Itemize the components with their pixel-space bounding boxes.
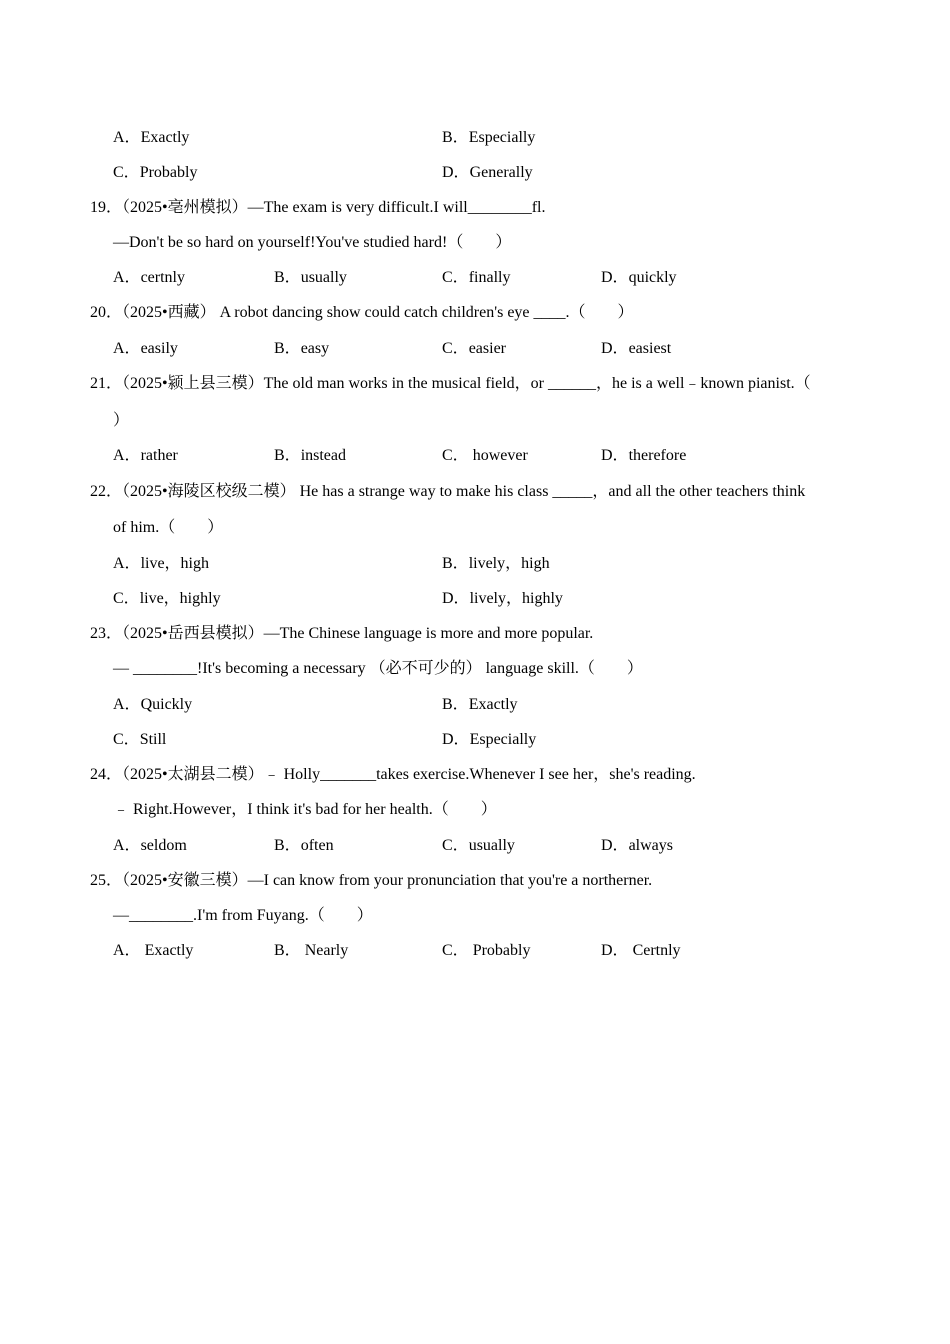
option-text: easier [468,340,506,357]
option-text: Exactly [140,129,190,146]
q22-option-d [442,589,563,609]
option-letter: D． [601,447,629,464]
option-text: instead [300,447,347,464]
option-text: quickly [628,269,677,286]
option-text: Especially [469,731,537,748]
option-letter: A． [113,837,141,854]
option-letter: C． [113,590,140,607]
q20-option-a [113,339,178,359]
option-text: Probably [139,164,198,181]
option-text: Still [139,731,167,748]
option-letter: C． [442,942,469,959]
q18-option-c [113,163,197,183]
option-letter: A． [113,340,141,357]
q25-option-d [601,941,681,961]
option-letter: A． [113,696,141,713]
option-letter: B． [274,447,301,464]
q21-option-a [113,446,178,466]
option-letter: B． [442,696,469,713]
option-letter: D． [442,164,470,181]
q21-option-d [601,446,686,466]
question-number: 20． [90,304,123,321]
q19-option-c [442,268,510,288]
question-text: （2025•颍上县三模）The old man works in the musical field，or ______，he is a well﹣known pianist.（ [122,375,811,392]
option-letter: D． [442,731,470,748]
q23-option-a [113,695,192,715]
option-letter: D． [601,942,629,959]
option-text: usually [300,269,347,286]
question-text: （2025•太湖县二模）﹣ Holly_______takes exercise.Whenever I see her，she's reading. [122,766,696,783]
q19-stem-line2: —Don't be so hard on yourself!You've studied hard!（ ） [113,234,512,251]
option-text: live，highly [139,590,221,607]
q24-stem-line2: ﹣ Right.However，I think it's bad for her health.（ ） [113,801,497,818]
option-text: therefore [628,447,687,464]
question-number: 23． [90,625,123,642]
q19-stem [90,198,546,218]
q24-option-a [113,836,187,856]
q22-option-b [442,554,550,574]
q25-stem-line2: —________.I'm from Fuyang.（ ） [113,907,373,924]
option-text: Exactly [468,696,518,713]
option-text: easily [140,340,178,357]
question-number: 22． [90,483,123,500]
option-text: easiest [628,340,672,357]
q18-option-b [442,128,535,148]
q19-option-b [274,268,347,288]
option-letter: C． [442,837,469,854]
option-letter: D． [442,590,470,607]
q23-option-d [442,730,536,750]
option-text: usually [468,837,515,854]
q25-option-b [274,941,348,961]
q23-option-c [113,730,166,750]
q18-option-d [442,163,533,183]
question-text: （2025•岳西县模拟）—The Chinese language is more and more popular. [122,625,594,642]
question-text: （2025•海陵区校级二模） He has a strange way to make his class _____，and all the other teachers think [122,483,806,500]
question-number: 19． [90,199,123,216]
q24-stem [90,765,696,785]
option-text: live，high [140,555,210,572]
question-number: 24． [90,766,123,783]
option-letter: A． [113,942,141,959]
q20-option-b [274,339,329,359]
q24-option-c [442,836,515,856]
option-letter: D． [601,340,629,357]
option-letter: B． [274,837,301,854]
q23-stem [90,624,593,644]
option-letter: A． [113,447,141,464]
option-text: lively，high [468,555,550,572]
option-text: easy [300,340,330,357]
q25-stem [90,871,652,891]
option-text: Generally [469,164,533,181]
option-text: Probably [468,942,531,959]
option-text: however [468,447,528,464]
option-letter: D． [601,269,629,286]
option-letter: B． [274,942,301,959]
question-number: 21． [90,375,123,392]
q21-stem-line2: ） [113,412,130,429]
q21-option-c [442,446,528,466]
option-letter: A． [113,129,141,146]
option-letter: B． [274,269,301,286]
q19-option-d [601,268,677,288]
q25-option-c [442,941,530,961]
option-text: often [300,837,334,854]
question-text: （2025•安徽三模）—I can know from your pronunciation that you're a northerner. [122,872,653,889]
option-letter: C． [113,731,140,748]
option-text: Nearly [300,942,349,959]
q19-option-a [113,268,185,288]
q22-option-a [113,554,209,574]
option-letter: C． [113,164,140,181]
q22-stem [90,482,805,502]
question-text: （2025•西藏） A robot dancing show could catch children's eye ____.（ ） [122,304,634,321]
q22-option-c [113,589,221,609]
option-text: Especially [468,129,536,146]
option-text: always [628,837,673,854]
q25-option-a [113,941,193,961]
q23-option-b [442,695,518,715]
option-letter: C． [442,269,469,286]
q18-option-a [113,128,189,148]
q21-stem [90,374,811,394]
question-number: 25． [90,872,123,889]
option-letter: A． [113,555,141,572]
option-text: Quickly [140,696,193,713]
q20-option-d [601,339,671,359]
q20-stem [90,303,634,323]
q22-stem-line2: of him.（ ） [113,519,224,536]
option-letter: C． [442,340,469,357]
q23-stem-line2: — ________!It's becoming a necessary （必不可少的） language skill.（ ） [113,660,643,677]
q24-option-d [601,836,673,856]
option-text: Certnly [628,942,681,959]
option-letter: B． [274,340,301,357]
option-letter: B． [442,555,469,572]
question-text: （2025•亳州模拟）—The exam is very difficult.I will________fl. [122,199,546,216]
option-letter: A． [113,269,141,286]
q24-option-b [274,836,334,856]
q20-option-c [442,339,506,359]
option-text: seldom [140,837,187,854]
option-text: lively，highly [469,590,563,607]
option-letter: D． [601,837,629,854]
q21-option-b [274,446,346,466]
option-text: finally [468,269,511,286]
option-text: rather [140,447,178,464]
option-letter: C． [442,447,469,464]
option-letter: B． [442,129,469,146]
option-text: Exactly [140,942,194,959]
option-text: certnly [140,269,185,286]
